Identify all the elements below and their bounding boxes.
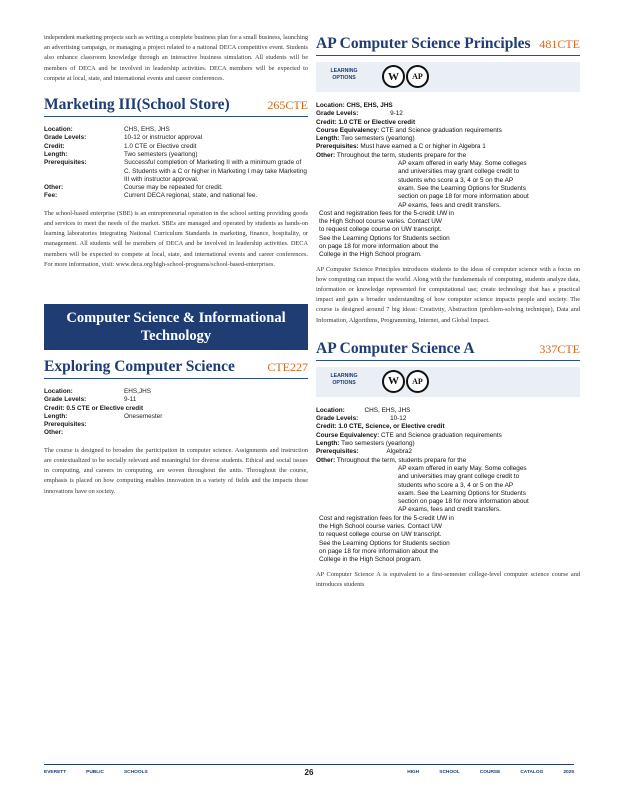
left-column [44,0,308,497]
principles-heading [316,35,580,56]
field-value: CTE and Science graduation requirements [381,126,502,134]
field-value: Two semesters (yearlong) [124,150,198,158]
learning-options-box [316,62,580,92]
field-value: 9-11 [124,396,137,404]
field-value: Course may be repeated for credit. [124,184,223,192]
marketing3-code: 265CTE [267,98,308,113]
footer-word: PUBLIC [86,770,104,775]
uw-credit-icon: W [382,65,405,88]
cost-line: to request college course on UW transcript. [319,531,442,539]
principles-description: AP Computer Science Principles introduces students to the ideas of computer science with a focus on how computing can impact the world. Along with the fundamentals of computing, students analyze data, information or knowledge represented for computational use; create technology that has a practical impact and gain a broader understanding of how computer science impacts people and society. The course is designed around 7 big ideas: Creativity, Abstraction (problem-solving technique), Data and Information, Algorithms, Programming, Internet, and Global Impact. [316,265,580,324]
cost-line: the High School course varies. Contact UW [319,523,442,531]
field-label: Length: [316,135,340,143]
field-value: 1.0 CTE or Elective credit [124,142,197,150]
footer-word: HIGH [407,770,420,775]
footer-district [44,770,294,775]
csa-details [316,407,580,565]
field-label: Prerequisites: [316,143,359,151]
uw-credit-icon: W [382,370,405,393]
field-label: Course Equivalency: [316,126,380,134]
field-label: Course Equivalency: [316,431,380,439]
exploring-code: CTE227 [267,359,308,374]
field-value: Throughout the term, students prepare for the [336,151,467,159]
field-label: Length: [44,412,68,420]
other-line: section on page 18 for more information about [398,498,529,506]
field-label: Credit: 0.5 CTE or Elective credit [44,404,144,412]
field-label: Prerequisites: [316,448,359,456]
field-label: Length: [44,150,68,158]
field-label: Location: [44,126,73,134]
cost-line: See the Learning Options for Students section [319,539,450,547]
other-line: exam. See the Learning Options for Students [398,184,526,192]
field-value [124,421,308,429]
field-label: Fee: [44,192,58,200]
field-label: Other: [316,456,336,464]
field-label: Location: [316,406,345,414]
footer-word: COURSE [479,770,501,775]
page-number: 26 [304,768,314,777]
exploring-description: The course is designed to broaden the participation in computer science. Assignments and instruction are contextualized to be socially relevant and meaningful for diverse students. Ethical and social issues in computing, and careers in computing, are woven throughout the units. Throughout the course, emphasis is placed on how computing enables innovation in a variety of fields and the impacts those innovations have on society. [44,446,308,495]
marketing3-heading [44,96,308,117]
cost-line: the High School course varies. Contact UW [319,218,442,226]
field-label: Grade Levels: [44,396,87,404]
field-value: CTE and Science graduation requirements [381,431,502,439]
other-line: AP exams, fees and credit transfers. [398,506,501,514]
right-column [316,0,580,590]
csa-code: 337CTE [539,341,580,356]
field-label: Other: [316,151,336,159]
footer-catalog [324,770,574,775]
credit-line: Credit: 1.0 CTE, Science, or Elective credit [316,423,445,431]
field-value [124,429,308,437]
cost-line: on page 18 for more information about the [319,547,439,555]
other-line: AP exam offered in early May. Some colleges [398,160,527,168]
footer-word: CATALOG [520,770,544,775]
cost-line: Cost and registration fees for the 5-credit UW in [319,514,454,522]
cost-line: College in the High School program. [319,556,422,564]
field-value: Successful completion of Marketing II with a minimum grade of C. Students with a C or higher in Marketing I may take Marketing III with instructor approval. [124,159,307,183]
other-line: and universities may grant college credit to [398,168,520,176]
field-label: Grade Levels: [44,134,87,142]
footer-word: EVERETT [44,770,67,775]
other-line: AP exam offered in early May. Some colleges [398,464,527,472]
principles-code: 481CTE [539,37,580,51]
other-line: students who score a 3, 4 or 5 on the AP [398,176,514,184]
location-line: Location: CHS, EHS, JHS [316,102,393,109]
exploring-details [44,388,308,438]
field-value: Current DECA regional, state, and national fee. [124,192,258,200]
cost-line: to request college course on UW transcript. [319,226,442,234]
field-value: Throughout the term, students prepare for the [336,456,467,464]
other-line: section on page 18 for more information about [398,193,529,201]
cost-line: on page 18 for more information about the [319,243,439,251]
ap-exam-icon: AP [406,65,429,88]
field-label: Grade Levels: [316,110,359,118]
marketing-intro-text: independent marketing projects such as writing a complete business plan for a small business, launching an advertising campaign, or managing a project related to a national DECA competitive event. Students also enhance classroom knowledge through an interactive business simulation. All students will be members of DECA and be involved in leadership activities. DECA members will be expected to compete at local, state, and international events and career conferences. [44,34,308,82]
other-line: exam. See the Learning Options for Students [398,489,526,497]
marketing3-description: The school-based enterprise (SBE) is an entrepreneurial operation in the school setting providing goods and services to meet the needs of the market. SBEs are managed and operated by students as hands-on learning laboratories integrating National Curriculum Standards in marketing, finance, hospitality, or management. All students will be members of DECA and be involved in leadership activities. DECA members will be expected to compete at local, state, and international events and career conferences. For more information, visit: www.deca.org/high-school-programs/school-based-enterprises. [44,209,308,268]
field-value: Onesemester [124,412,163,420]
field-label: Prerequisites: [44,421,87,429]
csa-title: AP Computer Science A [316,339,475,357]
marketing3-title: Marketing III(School Store) [44,96,230,114]
ap-exam-icon: AP [406,370,429,393]
field-value: Algebra2 [386,448,412,456]
field-label: Prerequisites: [44,159,87,167]
other-line: and universities may grant college credit to [398,473,520,481]
section-banner: Computer Science & Informational Technology [44,304,308,350]
footer-word: SCHOOLS [123,770,148,775]
field-label: Location: [44,387,73,395]
field-label: Credit: [44,142,65,150]
field-value: CHS, EHS, JHS [124,126,170,134]
principles-details [316,102,580,260]
field-value: EHS,JHS [124,387,151,395]
field-value: 9-12 [390,110,403,118]
cost-line: Cost and registration fees for the 5-credit UW in [319,209,454,217]
other-line: AP exams, fees and credit transfers. [398,201,501,209]
field-value: 10-12 or instructor approval [124,134,203,142]
field-value: Two semesters (yearlong) [341,440,415,448]
field-value: Must have earned a C or higher in Algebra 1 [360,143,486,151]
learning-options-label: LEARNING OPTIONS [330,372,358,386]
marketing3-details [44,126,308,201]
learning-options-box [316,367,580,397]
field-label: Length: [316,440,340,448]
exploring-title: Exploring Computer Science [44,357,235,375]
field-label: Other: [44,184,64,192]
page-footer [44,764,574,777]
credit-line: Credit: 1.0 CTE or Elective credit [316,118,416,126]
learning-options-label: LEARNING OPTIONS [330,68,358,81]
other-line: students who score a 3, 4 or 5 on the AP [398,481,514,489]
field-value: Two semesters (yearlong) [341,135,415,143]
csa-description: AP Computer Science A is equivalent to a first-semester college-level computer science course and introduces students [316,570,580,588]
csa-heading [316,340,580,361]
principles-title: AP Computer Science Principles [316,35,531,52]
cost-line: See the Learning Options for Students section [319,234,450,242]
footer-word: SCHOOL [439,770,460,775]
field-label: Grade Levels: [316,415,359,423]
footer-word: 2025 [563,770,574,775]
cost-line: College in the High School program. [319,251,422,259]
exploring-heading [44,358,308,379]
field-value: CHS, EHS, JHS [364,406,411,414]
field-label: Other: [44,429,64,437]
field-value: 10-12 [390,415,407,423]
